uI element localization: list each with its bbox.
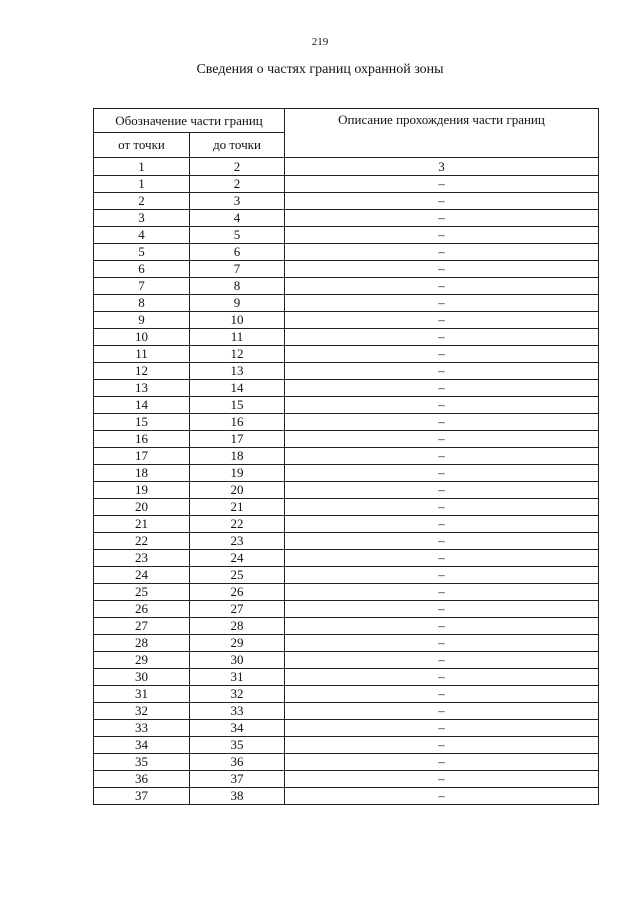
- description-cell: –: [285, 448, 599, 465]
- to-point-cell: 4: [190, 210, 285, 227]
- to-point-cell: 8: [190, 278, 285, 295]
- description-cell: –: [285, 703, 599, 720]
- to-point-cell: 22: [190, 516, 285, 533]
- to-point-cell: 36: [190, 754, 285, 771]
- to-point-cell: 14: [190, 380, 285, 397]
- description-cell: –: [285, 346, 599, 363]
- description-cell: –: [285, 550, 599, 567]
- description-cell: –: [285, 788, 599, 805]
- table-row: [94, 261, 599, 278]
- description-cell: –: [285, 482, 599, 499]
- from-point-cell: 16: [94, 431, 190, 448]
- column-number: 2: [190, 158, 285, 176]
- to-point-cell: 29: [190, 635, 285, 652]
- table-row: [94, 533, 599, 550]
- to-point-cell: 27: [190, 601, 285, 618]
- from-point-cell: 2: [94, 193, 190, 210]
- column-number: 3: [285, 158, 599, 176]
- to-point-cell: 12: [190, 346, 285, 363]
- table-row: [94, 686, 599, 703]
- from-point-cell: 24: [94, 567, 190, 584]
- description-cell: –: [285, 635, 599, 652]
- description-cell: –: [285, 312, 599, 329]
- description-cell: –: [285, 431, 599, 448]
- header-to-point: до точки: [190, 133, 285, 158]
- table-row: [94, 244, 599, 261]
- to-point-cell: 16: [190, 414, 285, 431]
- column-number-row: [94, 158, 599, 176]
- description-cell: –: [285, 244, 599, 261]
- from-point-cell: 30: [94, 669, 190, 686]
- header-boundary-description: Описание прохождения части границ: [285, 109, 599, 158]
- table-row: [94, 601, 599, 618]
- to-point-cell: 18: [190, 448, 285, 465]
- description-cell: –: [285, 771, 599, 788]
- table-row: [94, 584, 599, 601]
- description-cell: –: [285, 567, 599, 584]
- table-row: [94, 380, 599, 397]
- to-point-cell: 31: [190, 669, 285, 686]
- to-point-cell: 38: [190, 788, 285, 805]
- from-point-cell: 12: [94, 363, 190, 380]
- from-point-cell: 18: [94, 465, 190, 482]
- description-cell: –: [285, 499, 599, 516]
- table-row: [94, 397, 599, 414]
- from-point-cell: 4: [94, 227, 190, 244]
- description-cell: –: [285, 380, 599, 397]
- page-number: 219: [311, 36, 329, 48]
- table-row: [94, 788, 599, 805]
- description-cell: –: [285, 720, 599, 737]
- from-point-cell: 13: [94, 380, 190, 397]
- table-row: [94, 431, 599, 448]
- description-cell: –: [285, 584, 599, 601]
- description-cell: –: [285, 618, 599, 635]
- from-point-cell: 5: [94, 244, 190, 261]
- to-point-cell: 3: [190, 193, 285, 210]
- table-row: [94, 669, 599, 686]
- description-cell: –: [285, 601, 599, 618]
- from-point-cell: 6: [94, 261, 190, 278]
- table-row: [94, 737, 599, 754]
- boundary-parts-table: [93, 108, 599, 805]
- table-row: [94, 465, 599, 482]
- description-cell: –: [285, 465, 599, 482]
- table-row: [94, 567, 599, 584]
- table-row: [94, 618, 599, 635]
- to-point-cell: 32: [190, 686, 285, 703]
- table-row: [94, 363, 599, 380]
- table-body: [94, 176, 599, 805]
- table-row: [94, 635, 599, 652]
- from-point-cell: 17: [94, 448, 190, 465]
- from-point-cell: 28: [94, 635, 190, 652]
- to-point-cell: 28: [190, 618, 285, 635]
- table-row: [94, 227, 599, 244]
- from-point-cell: 34: [94, 737, 190, 754]
- table-row: [94, 652, 599, 669]
- from-point-cell: 22: [94, 533, 190, 550]
- to-point-cell: 17: [190, 431, 285, 448]
- from-point-cell: 1: [94, 176, 190, 193]
- description-cell: –: [285, 737, 599, 754]
- description-cell: –: [285, 261, 599, 278]
- from-point-cell: 37: [94, 788, 190, 805]
- from-point-cell: 29: [94, 652, 190, 669]
- from-point-cell: 26: [94, 601, 190, 618]
- to-point-cell: 21: [190, 499, 285, 516]
- description-cell: –: [285, 686, 599, 703]
- to-point-cell: 34: [190, 720, 285, 737]
- table-row: [94, 516, 599, 533]
- to-point-cell: 6: [190, 244, 285, 261]
- description-cell: –: [285, 363, 599, 380]
- table-row: [94, 193, 599, 210]
- to-point-cell: 19: [190, 465, 285, 482]
- to-point-cell: 30: [190, 652, 285, 669]
- from-point-cell: 25: [94, 584, 190, 601]
- table-row: [94, 720, 599, 737]
- to-point-cell: 26: [190, 584, 285, 601]
- table-row: [94, 754, 599, 771]
- description-cell: –: [285, 176, 599, 193]
- table-row: [94, 414, 599, 431]
- table-row: [94, 278, 599, 295]
- from-point-cell: 9: [94, 312, 190, 329]
- from-point-cell: 27: [94, 618, 190, 635]
- table-row: [94, 346, 599, 363]
- description-cell: –: [285, 295, 599, 312]
- from-point-cell: 21: [94, 516, 190, 533]
- to-point-cell: 33: [190, 703, 285, 720]
- from-point-cell: 15: [94, 414, 190, 431]
- description-cell: –: [285, 329, 599, 346]
- table-row: [94, 550, 599, 567]
- description-cell: –: [285, 193, 599, 210]
- to-point-cell: 15: [190, 397, 285, 414]
- description-cell: –: [285, 533, 599, 550]
- description-cell: –: [285, 754, 599, 771]
- from-point-cell: 23: [94, 550, 190, 567]
- header-from-point: от точки: [94, 133, 190, 158]
- to-point-cell: 23: [190, 533, 285, 550]
- to-point-cell: 5: [190, 227, 285, 244]
- table-row: [94, 176, 599, 193]
- from-point-cell: 31: [94, 686, 190, 703]
- description-cell: –: [285, 397, 599, 414]
- to-point-cell: 37: [190, 771, 285, 788]
- description-cell: –: [285, 278, 599, 295]
- from-point-cell: 32: [94, 703, 190, 720]
- to-point-cell: 2: [190, 176, 285, 193]
- to-point-cell: 9: [190, 295, 285, 312]
- to-point-cell: 11: [190, 329, 285, 346]
- from-point-cell: 36: [94, 771, 190, 788]
- table-row: [94, 448, 599, 465]
- table-row: [94, 312, 599, 329]
- table-row: [94, 295, 599, 312]
- to-point-cell: 35: [190, 737, 285, 754]
- from-point-cell: 3: [94, 210, 190, 227]
- to-point-cell: 25: [190, 567, 285, 584]
- description-cell: –: [285, 516, 599, 533]
- description-cell: –: [285, 210, 599, 227]
- from-point-cell: 33: [94, 720, 190, 737]
- description-cell: –: [285, 414, 599, 431]
- to-point-cell: 13: [190, 363, 285, 380]
- from-point-cell: 11: [94, 346, 190, 363]
- description-cell: –: [285, 669, 599, 686]
- to-point-cell: 7: [190, 261, 285, 278]
- header-boundary-designation: Обозначение части границ: [94, 109, 285, 133]
- table-row: [94, 329, 599, 346]
- from-point-cell: 7: [94, 278, 190, 295]
- from-point-cell: 8: [94, 295, 190, 312]
- to-point-cell: 24: [190, 550, 285, 567]
- from-point-cell: 10: [94, 329, 190, 346]
- column-number: 1: [94, 158, 190, 176]
- from-point-cell: 14: [94, 397, 190, 414]
- description-cell: –: [285, 227, 599, 244]
- from-point-cell: 35: [94, 754, 190, 771]
- table-row: [94, 703, 599, 720]
- description-cell: –: [285, 652, 599, 669]
- document-title: Сведения о частях границ охранной зоны: [196, 62, 444, 77]
- table-row: [94, 482, 599, 499]
- table-row: [94, 499, 599, 516]
- to-point-cell: 10: [190, 312, 285, 329]
- from-point-cell: 19: [94, 482, 190, 499]
- to-point-cell: 20: [190, 482, 285, 499]
- table-row: [94, 771, 599, 788]
- table-row: [94, 210, 599, 227]
- from-point-cell: 20: [94, 499, 190, 516]
